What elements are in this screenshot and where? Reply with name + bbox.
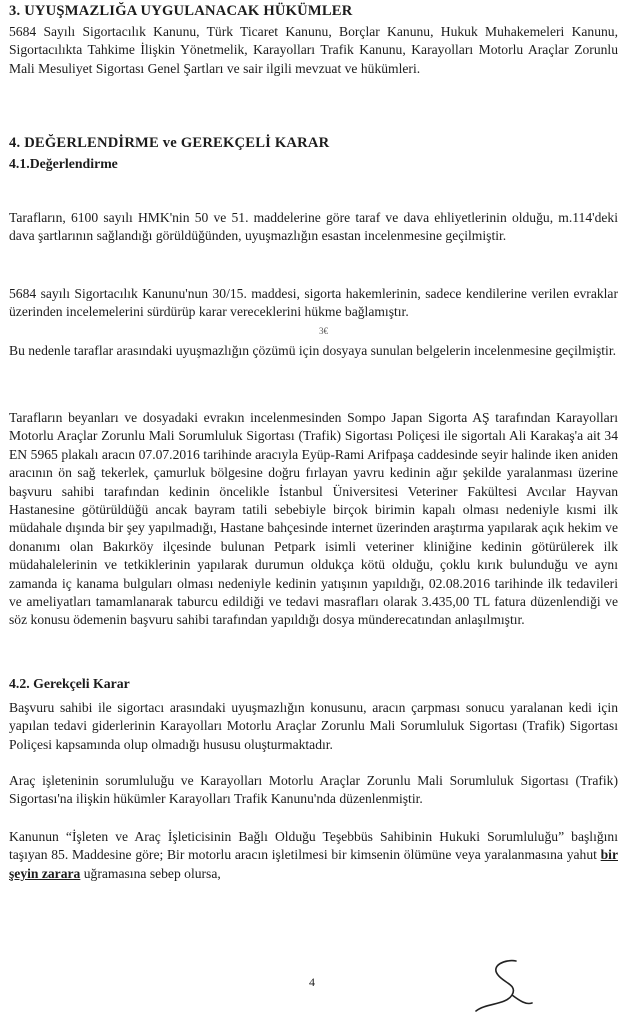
reasoning-paragraph-3-text: Kanunun “İşleten ve Araç İşleticisinin Bağlı Olduğu Teşebbüs Sahibinin Hukuki Sorumluluğu” başlığını taşıyan 85. Maddesine göre; Bir motorlu aracın işletilmesi bir kimsenin ölümüne veya yaralanmasına yahut	[9, 829, 618, 863]
evaluation-paragraph-4: Tarafların beyanları ve dosyadaki evrakın incelenmesinden Sompo Japan Sigorta AŞ tarafından Karayolları Motorlu Araçlar Zorunlu Mali Sorumluluk Sigortası (Trafik) Sigortası Poliçesi ile sigortalı Ali Karakaş'a ait 34 EN 5965 plakalı aracın 07.07.2016 tarihinde aracıyla Eyüp-Rami Arifpaşa caddesinde seyir halinde iken aniden aracının ön sağ tekerlek, çamurluk bölgesine doğru fırlayan yavru kedinin ağır şekilde yaralanması üzerine başvuru sahibi tarafından kedinin öncelikle İstanbul Üniversitesi Veteriner Fakültesi Avcılar Hayvan Hastanesine götürüldüğü ancak bayram tatili sebebiyle birçok birimin kapalı olması nedeniyle kısmi ilk müdahale dışında bir şey yapılmadığı, Hastane bahçesinde internet üzerinden araştırma yapılarak açık hekim ve donanımı olan Bakırköy ilçesinde bulunan Petpark isimli veteriner kliniğine kedinin götürülerek ilk müdahalelerinin ve tetkiklerinin yapılarak durumun oldukça kötü olduğu, çoklu kırık bulunduğu ve aynı zamanda iç kanama bulguları olması nedeniyle kedinin yatışının yapıldığı, 02.08.2016 tarihinde ilk tedavileri ve ameliyatları tamamlanarak taburcu edildiği ve tedavi masrafları olarak 3.435,00 TL fatura düzenlendiği ve söz konusu ödemenin başvuru sahibi tarafından yapıldığı dosya münderecatından anlaşılmıştır.	[9, 410, 618, 628]
evaluation-paragraph-1: Tarafların, 6100 sayılı HMK'nin 50 ve 51. maddelerine göre taraf ve dava ehliyetlerinin olduğu, m.114'deki dava şartlarının sağlandığı görüldüğünden, uyuşmazlığın esastan incelenmesine geçilmiştir.	[9, 210, 618, 244]
reasoning-paragraph-1: Başvuru sahibi ile sigortacı arasındaki uyuşmazlığın konusunu, aracın çarpması sonucu yaralanan kedi için yapılan tedavi giderlerinin Karayolları Motorlu Araçlar Zorunlu Mali Sorumluluk Sigortası (Trafik) Sigortası Poliçesi kapsamında olup olmadığı hususu oluşturmaktadır.	[9, 700, 618, 752]
section-4-2-heading: 4.2. Gerekçeli Karar	[9, 676, 130, 691]
underlined-phrase: bir şeyin zarara	[9, 847, 618, 881]
page-number: 4	[309, 975, 315, 989]
reasoning-paragraph-2: Araç işleteninin sorumluluğu ve Karayolları Motorlu Araçlar Zorunlu Mali Sorumluluk Sigortası (Trafik) Sigortası'na ilişkin hükümler Karayolları Trafik Kanunu'nda düzenlenmiştir.	[9, 773, 618, 807]
section-3-heading: 3. UYUŞMAZLIĞA UYGULANACAK HÜKÜMLER	[9, 3, 353, 19]
evaluation-paragraph-3: Bu nedenle taraflar arasındaki uyuşmazlığın çözümü için dosyaya sunulan belgelerin incelenmesine geçilmiştir.	[9, 343, 616, 358]
evaluation-paragraph-2: 5684 sayılı Sigortacılık Kanunu'nun 30/15. maddesi, sigorta hakemlerinin, sadece kendilerine verilen evraklar üzerinden incelemelerini sürdürüp karar vereceklerini hükme bağlamıştır.	[9, 286, 618, 320]
reasoning-paragraph-3-end: uğramasına sebep olursa,	[80, 865, 221, 881]
signature-mark	[468, 955, 538, 1017]
section-4-1-heading: 4.1.Değerlendirme	[9, 156, 118, 171]
reasoning-paragraph-3	[9, 828, 618, 883]
section-3-paragraph: 5684 Sayılı Sigortacılık Kanunu, Türk Ticaret Kanunu, Borçlar Kanunu, Hukuk Muhakemeleri Kanunu, Sigortacılıkta Tahkime İlişkin Yönetmelik, Karayolları Trafik Kanunu, Karayolları Motorlu Araçlar Zorunlu Mali Mesuliyet Sigortası Genel Şartları ve sair ilgili mevzuat ve hükümleri.	[9, 24, 618, 76]
section-4-heading: 4. DEĞERLENDİRME ve GEREKÇELİ KARAR	[9, 135, 330, 151]
stray-mark: 3€	[319, 326, 328, 336]
